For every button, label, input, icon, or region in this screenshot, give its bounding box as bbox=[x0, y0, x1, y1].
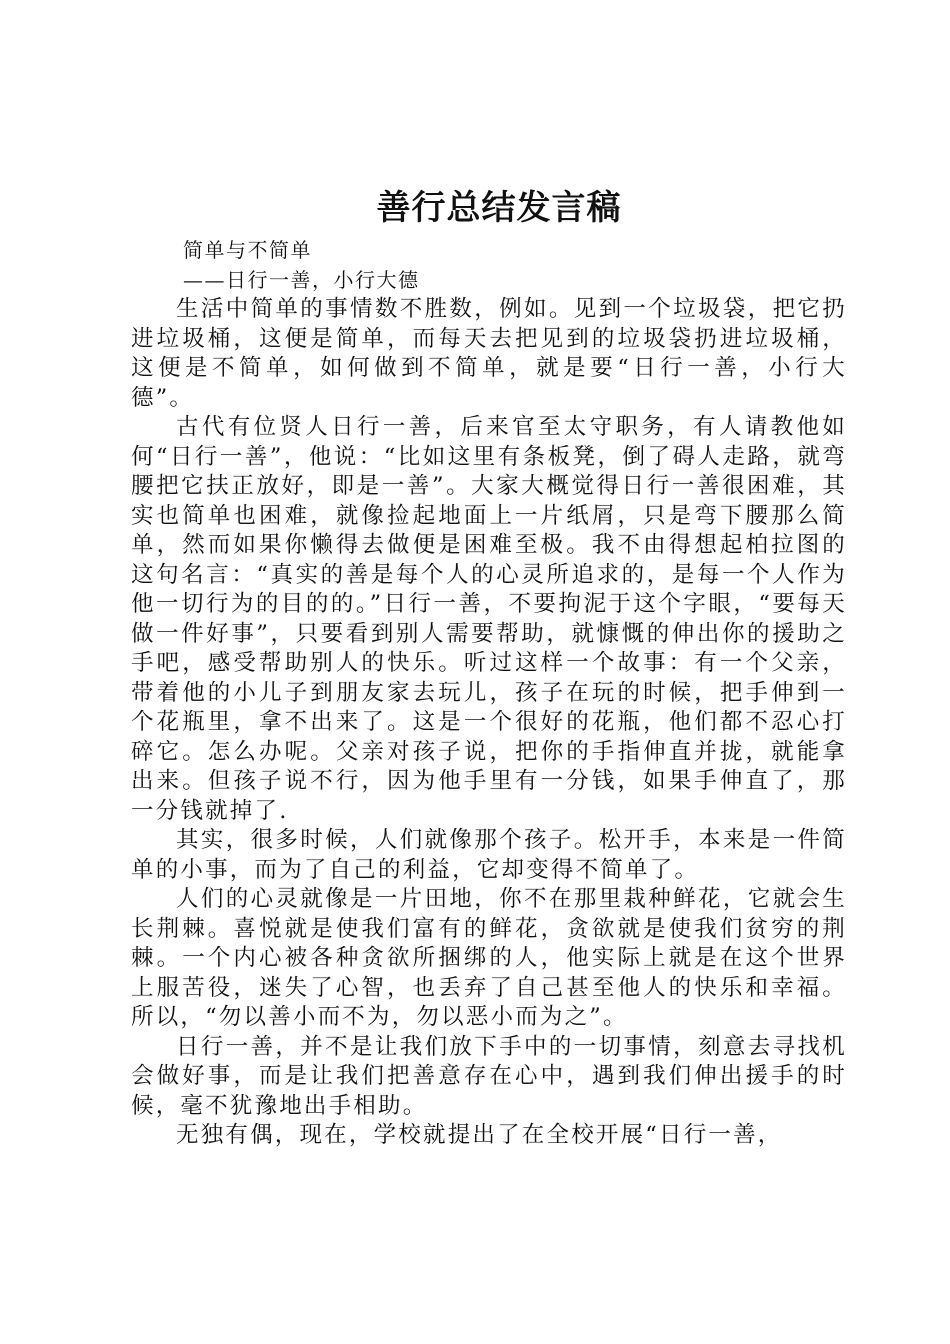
paragraph: 生活中简单的事情数不胜数，例如。见到一个垃圾袋，把它扔进垃圾桶，这便是简单，而每天去把见到的垃圾袋扔进垃圾桶，这便是不简单，如何做到不简单，就是要“日行一善，小行大德”。 bbox=[131, 296, 847, 411]
document-title: 善行总结发言稿 bbox=[376, 188, 622, 228]
document-body bbox=[131, 295, 847, 1151]
paragraph: 其实，很多时候，人们就像那个孩子。松开手，本来是一件简单的小事，而为了自己的利益，它却变得不简单了。 bbox=[131, 827, 847, 883]
paragraph: 人们的心灵就像是一片田地，你不在那里栽种鲜花，它就会生长荆棘。喜悦就是使我们富有的鲜花，贪欲就是使我们贫穷的荆棘。一个内心被各种贪欲所捆绑的人，他实际上就是在这个世界上服苦役，迷失了心智，也丢弃了自己甚至他人的快乐和幸福。所以，“勿以善小而不为，勿以恶小而为之”。 bbox=[131, 886, 847, 1030]
subtitle-line-2: ——日行一善，小行大德 bbox=[183, 267, 420, 292]
paragraph: 古代有位贤人日行一善，后来官至太守职务，有人请教他如何“日行一善”，他说：“比如这里有条板凳，倒了碍人走路，就弯腰把它扶正放好，即是一善”。大家大概觉得日行一善很困难，其实也简单也困难，就像捡起地面上一片纸屑，只是弯下腰那么简单，然而如果你懒得去做便是困难至极。我不由得想起柏拉图的这句名言：“真实的善是每个人的心灵所追求的，是每一个人作为他一切行为的目的的。”日行一善，不要拘泥于这个字眼，“要每天做一件好事”，只要看到别人需要帮助，就慷慨的伸出你的援助之手吧，感受帮助别人的快乐。听过这样一个故事：有一个父亲，带着他的小儿子到朋友家去玩儿，孩子在玩的时候，把手伸到一个花瓶里，拿不出来了。这是一个很好的花瓶，他们都不忍心打碎它。怎么办呢。父亲对孩子说，把你的手指伸直并拢，就能拿出来。但孩子说不行，因为他手里有一分钱，如果手伸直了，那一分钱就掉了. bbox=[131, 414, 847, 824]
paragraph: 日行一善，并不是让我们放下手中的一切事情，刻意去寻找机会做好事，而是让我们把善意存在心中，遇到我们伸出援手的时候，毫不犹豫地出手相助。 bbox=[131, 1033, 847, 1119]
paragraph: 无独有偶，现在，学校就提出了在全校开展“日行一善， bbox=[176, 1122, 783, 1148]
document-page bbox=[131, 180, 847, 1151]
subtitle-line-1: 简单与不简单 bbox=[183, 238, 312, 262]
